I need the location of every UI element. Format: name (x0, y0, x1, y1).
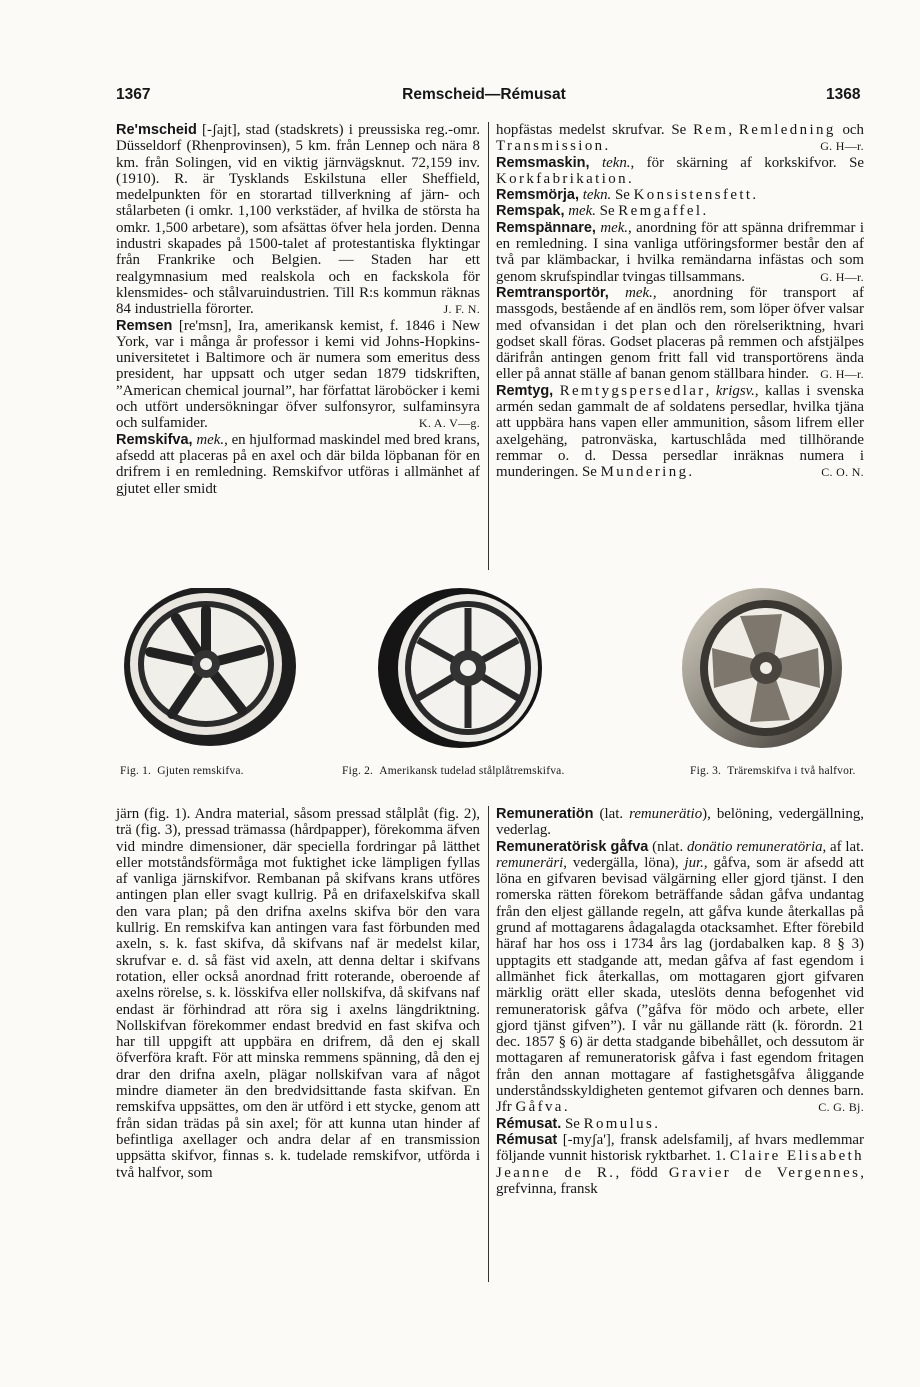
headword: Rémusat. (496, 1115, 562, 1132)
headword: Re'mscheid (116, 122, 197, 138)
cross-ref: Gåfva (515, 1099, 564, 1116)
fig-caption: Amerikansk tudelad stålplåtremskifva. (379, 765, 565, 777)
cross-ref: Remledning (738, 122, 836, 138)
entry-text: , anordning för transport af massgods, bestående af en ändlös rem, som löper öfver valsar med ofvansidan i det plan och den rörelseriktning, hvari godset skall föras. Godset placeras på remmen och afstjälpes därifrån antingen genom fritt fall vid transportörens ända eller på annat ställe af banan genom ställbara hinder. (496, 284, 864, 383)
cross-ref: Rem (693, 122, 729, 138)
entry-continuation (496, 122, 864, 155)
entry-text: Se (595, 203, 619, 220)
abbrev: mek. (564, 203, 596, 220)
figure-caption-1 (120, 765, 244, 778)
figure-caption-2 (342, 765, 565, 778)
latin-term: remunerätio (629, 806, 703, 822)
pulley-wood-icon (682, 588, 842, 748)
entry-text: , anordning för att spänna drifremmar i en remledning. I sina vanliga utföringsformer består den af två par klämbackar, i hvilka remändarna infästas och som genom skrufspindlar tvingas tillsammans. (496, 219, 865, 285)
right-bottom-column (496, 806, 864, 1197)
signature: C. O. N. (821, 465, 864, 480)
sep: , född (615, 1164, 669, 1181)
abbrev: mek. (595, 219, 629, 236)
entry-text: Se (611, 187, 634, 204)
entry-text: [-ʃajt], stad (stadskrets) i preussiska reg.-omr. Düsseldorf (Rhenprovinsen), 5 km. från Lennep och nära 8 km. från Solingen, vid en viktig järnvägsknut. 72,159 inv. (1910). R. är Tysklands Eskilstuna eller Sheffield, medelpunkten för en storartad tillverkning af järn- och stålarbeten (i omkr. 1,100 verkstäder, af hvilka de största ha omkr. 1,500 arbetare), som afsättas öfver hela jorden. Denna industri skapades på 1500-talet af protestantiska flyktingar från Frankrike och Belgien. — Staden har ett realgymnasium med realskola och en fackskola för klensmides- och stålvaruindustrien. Till R:s kommun räknas 84 industriella förorter. (116, 122, 480, 318)
entry-remscheid (116, 122, 480, 318)
running-title: Remscheid—Rémusat (402, 86, 566, 103)
latin-term: donätio remuneratöria (686, 838, 823, 855)
headword: Remtyg, (496, 382, 554, 399)
headword: Remuneratörisk gåfva (496, 838, 649, 855)
entry-remsen (116, 318, 480, 432)
right-top-column (496, 122, 864, 481)
headword: Remsmaskin, (496, 154, 590, 171)
entry-remuneration (496, 806, 864, 839)
sep: . (654, 1115, 658, 1132)
entry-remspak (496, 203, 864, 219)
page-number-left: 1367 (116, 86, 151, 103)
headword: Remuneratiön (496, 806, 594, 822)
entry-remuneratorisk-gafva (496, 839, 864, 1116)
sep: , grefvinna, fransk (496, 1164, 865, 1197)
figures-illustration (110, 588, 870, 763)
entry-remspannare (496, 220, 864, 285)
entry-text: hopfästas medelst skrufvar. Se (496, 122, 694, 138)
headword: Remskifva, (116, 431, 193, 448)
cross-ref: Claire Elisabeth Jeanne de R. (496, 1148, 864, 1181)
fig-caption: Träremskifva i två halfvor. (727, 765, 856, 777)
entry-text: , gåfva, som är afsedd att löna en gifvaren bevisad välgärning eller gjord tjänst. I den romerska rätten förekom beträffande sådan gåfva undantag från den eljest gällande regeln, att gåfva kunde återkallas på grund af mottagarens ådagalagda otacksamhet. Efter förebild häraf har hos oss i 1734 års lag (jordabalken kap. 8 § 3) upptagits ett stadgande att, medan gåfva af fast egendom i allmänhet fick återkallas, om mottagaren gjort gifvaren märklig orätt eller skada, uteslöts denna befogenhet vid remuneratorisk gåfva (”gåfva för mödo och arbete, eller gjord tjänst gifven”). I vår nu gällande rätt (k. förordn. 21 dec. 1857 § 6) är detta stadgande bibehållet, och dessutom är mottagaren af remuneratorisk gåfva i fast egendom fritagen från den annan mottagare af fastighetsgåfva åliggande underståndsskyldigheten gentemot gifvaren och dennes barn. Jfr (496, 854, 864, 1116)
entry-text: [-myʃa'], fransk adelsfamilj, af hvars medlemmar följande vunnit historisk ryktbarhet. 1. (496, 1131, 864, 1165)
signature: K. A. V—g. (418, 416, 480, 431)
signature: G. H—r. (820, 367, 864, 382)
sep: (nlat. (648, 838, 687, 855)
left-top-column (116, 122, 480, 497)
entry-remusat-ref (496, 1116, 864, 1132)
sep: , (728, 122, 739, 138)
abbrev: jur. (684, 854, 704, 871)
sep: och (835, 122, 864, 138)
sep: . (752, 187, 757, 204)
fig-label: Fig. 3. (690, 765, 722, 777)
cross-ref: Remtygspersedlar (559, 382, 706, 399)
sep: . (604, 138, 609, 155)
sep: , vedergälla, löna), (563, 854, 685, 871)
abbrev: mek. (192, 431, 225, 448)
signature: J. F. N. (443, 302, 480, 317)
sep: (lat. (593, 806, 630, 822)
sep: . (688, 464, 693, 481)
signature: C. G. Bj. (818, 1100, 864, 1115)
column-divider-top (488, 122, 489, 570)
continuation-text: järn (fig. 1). Andra material, såsom pressad stålplåt (fig. 2), trä (fig. 3), pressad trämassa (hårdpapper), förekomma äfven vid mindre dimensioner, där speciella fordringar på lätthet eller motståndsförmåga mot fuktighet icke lämpligen fyllas af vanliga järnskifvor. Rembanan på skifvans krans utföres antingen plan eller svagt kullrig. På en drifaxelskifva skall den vara plan; på den drifna axelns skifva bör den vara kullrig. En remskifva kan antingen vara fast förbunden med axeln, s. k. fast skifva, då skifvans naf är medelst kilar, skrufvar e. d. så fäst vid axeln, att denna deltar i skifvans rotation, eller också anordnad fritt roterande, oberoende af axelns rörelse, s. k. lösskifva eller nollskifva, då skifvans naf endast är förhindrad att röra sig i axelns längdriktning. Nollskifvan förekommer endast bredvid en fast skifva och har till uppgift att uppbära en drifrem, då den ej skall öfverföra kraft. För att minska remmens spänning, då den ej drar den drifna axeln, plägar nollskifvan vara af något mindre diameter än den bredvidsittande fasta skifvan. En remskifva uppsättes, om den är utförd i ett stycke, genom att från sidan trädas på sin axel; för att kunna utan hinder af befintliga axellager och andra delar af en transmission uppsätta skifvor, finnas s. k. tudelade remskifvor, utförda i två halfvor, som (116, 806, 480, 1181)
entry-remskifva (116, 432, 480, 497)
sep: . (563, 1099, 568, 1116)
column-divider-bottom (488, 806, 489, 1282)
fig-label: Fig. 1. (120, 765, 152, 777)
sep: Se (561, 1115, 584, 1132)
cross-ref: Konsistensfett (633, 187, 753, 204)
entry-text: [re'msn], Ira, amerikansk kemist, f. 1846 i New York, var i många år professor i kemi vid Johns-Hopkins-universitetet i Baltimore och är numera som emeritus dess president, har uppsatt och utger sedan 1879 tidskriften, ”American chemical journal”, har författat läroböcker i kemi och utfört undersökningar öfver sulfonsyror, sulfaminsyra och sulfamider. (116, 317, 480, 432)
fig-caption: Gjuten remskifva. (157, 765, 244, 777)
entry-remtyg (496, 383, 864, 481)
entry-remsmorja (496, 187, 864, 203)
entry-text: , kallas i svenska armén sedan gammalt de af soldatens persedlar, hvilka tjäna att uppbära hans vapen eller ammunition, såsom lifrem eller axelgehäng, patronväska, kartuschlåda med tillhörande remmar o. d. Dessa persedlar inräknas numera i munderingen. Se (496, 382, 864, 481)
pulley-steel-icon (378, 588, 542, 748)
entry-remusat (496, 1132, 864, 1197)
sep: . (702, 203, 707, 220)
signature: G. H—r. (820, 139, 864, 154)
headword: Remtransportör, (496, 284, 609, 301)
abbrev: krigsv. (715, 382, 755, 399)
figure-caption-3 (690, 765, 870, 778)
entry-text: ), belöning, vedergällning, vederlag. (496, 806, 864, 839)
cross-ref: Mundering (600, 464, 689, 481)
abbrev: mek. (608, 284, 653, 301)
signature: G. H—r. (820, 269, 864, 284)
latin-term: remuneräri (496, 854, 564, 871)
headword: Remspännare, (496, 219, 596, 236)
sep: . (627, 170, 632, 187)
page-number-right: 1368 (826, 86, 861, 103)
cross-ref: Remgaffel (618, 203, 703, 220)
headword: Remsmörja, (496, 187, 580, 204)
sep: , (705, 382, 716, 399)
cross-ref: Transmission (496, 138, 605, 155)
abbrev: tekn. (579, 187, 612, 204)
pulley-cast-icon (124, 588, 296, 746)
cross-ref: Romulus (583, 1115, 655, 1132)
headword: Remsen (116, 317, 173, 334)
entry-text: , en hjulformad maskindel med bred krans, afsedd att placeras på en axel och där bilda löpbanan för en drifrem i en remledning. Remskifvor utföras i allmänhet af gjutet eller smidt (116, 431, 480, 497)
abbrev: tekn. (589, 154, 631, 171)
sep: , af lat. (822, 838, 865, 855)
headword: Rémusat (496, 1131, 558, 1148)
headword: Remspak, (496, 203, 565, 220)
fig-label: Fig. 2. (342, 765, 374, 777)
cross-ref: Korkfabrikation (496, 170, 628, 187)
entry-remsmaskin (496, 155, 864, 188)
left-bottom-column (116, 806, 480, 1181)
entry-remtransportor (496, 285, 864, 383)
entry-text: , för skärning af korkskifvor. Se (630, 154, 864, 171)
cross-ref: Gravier de Vergennes (668, 1164, 861, 1181)
